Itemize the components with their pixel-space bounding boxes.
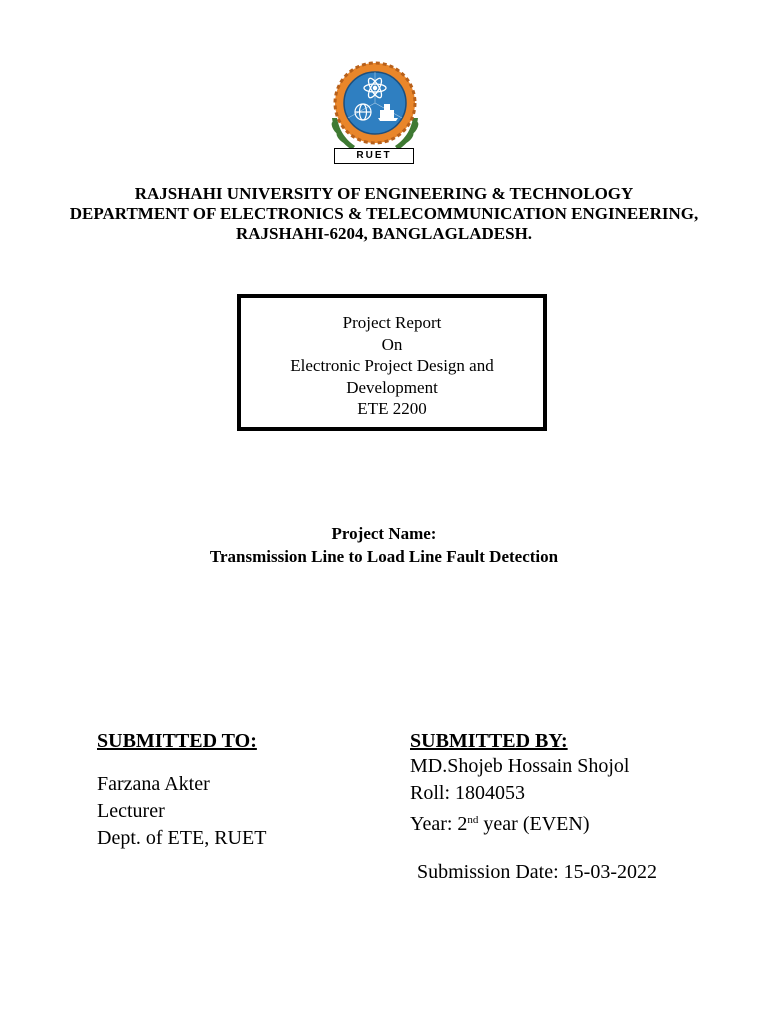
project-title: Transmission Line to Load Line Fault Detection bbox=[209, 547, 559, 566]
submitted-by-heading: SUBMITTED BY: bbox=[410, 730, 568, 752]
department-name: DEPARTMENT OF ELECTRONICS & TELECOMMUNICATION ENGINEERING, bbox=[69, 204, 699, 223]
course-code: ETE 2200 bbox=[357, 399, 427, 418]
supervisor-department: Dept. of ETE, RUET bbox=[97, 827, 267, 849]
student-roll: Roll: 1804053 bbox=[410, 782, 526, 804]
supervisor-designation: Lecturer bbox=[97, 800, 165, 822]
report-line-1: Project Report bbox=[342, 313, 442, 332]
student-name: MD.Shojeb Hossain Shojol bbox=[410, 755, 630, 777]
project-label: Project Name: bbox=[331, 524, 437, 543]
report-line-2: On bbox=[381, 334, 403, 354]
submitted-to-section bbox=[97, 729, 266, 852]
student-year bbox=[410, 811, 629, 838]
report-title-box bbox=[237, 294, 547, 431]
university-name: RAJSHAHI UNIVERSITY OF ENGINEERING & TECHNOLOGY bbox=[134, 184, 634, 203]
submitted-to-heading: SUBMITTED TO: bbox=[97, 730, 257, 752]
year-superscript: nd bbox=[467, 814, 479, 826]
university-address: RAJSHAHI-6204, BANGLAGLADESH. bbox=[235, 224, 533, 243]
project-section bbox=[0, 522, 768, 568]
supervisor-name: Farzana Akter bbox=[97, 773, 210, 795]
university-header bbox=[0, 184, 768, 244]
submission-date: Submission Date: 15-03-2022 bbox=[417, 861, 657, 883]
submitted-by-section bbox=[410, 729, 629, 838]
report-line-4: Development bbox=[346, 377, 438, 397]
report-line-3: Electronic Project Design and bbox=[290, 356, 494, 375]
logo-caption: RUET bbox=[334, 148, 414, 164]
year-suffix: year (EVEN) bbox=[478, 813, 590, 835]
year-prefix: Year: 2 bbox=[410, 813, 468, 835]
